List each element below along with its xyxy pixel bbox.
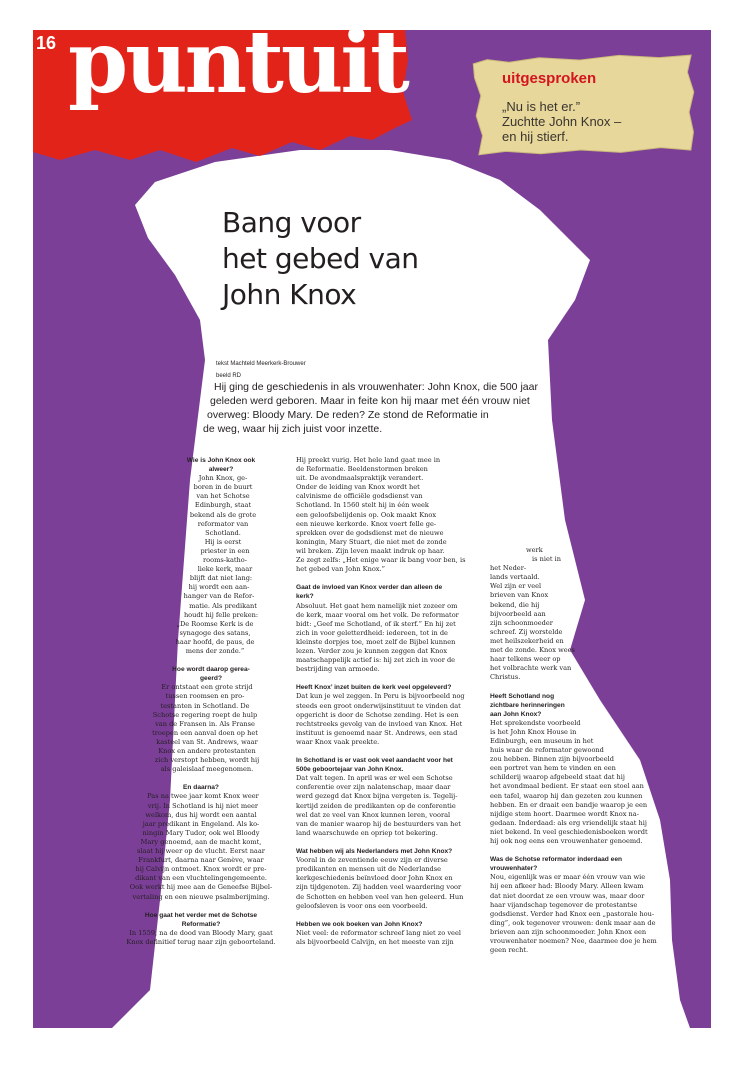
body-text-line: tussen roomsen en pro-: [165, 692, 245, 701]
paragraph-gap: [296, 911, 484, 920]
body-text-line: Christus.: [490, 673, 521, 682]
body-text-line: van het Schotse: [196, 492, 250, 501]
body-text-line: lieke kerk, maar: [197, 565, 253, 574]
body-text-line: vrouwenhater noemen? Nee, daarmee doe je hem: [490, 937, 657, 946]
intro-line: overweg: Bloody Mary. De reden? Ze stond de Reformatie in: [207, 409, 489, 421]
body-text-line: Hij preekt vurig. Het hele land gaat mee in: [296, 456, 441, 464]
body-text-line: bidt: „Geef me Schotland, of ik sterf.” En hij zet: [296, 619, 456, 628]
question-heading-line: En daarna?: [183, 784, 219, 792]
body-text-line: dat niet doordat ze een vrouw was, maar door: [490, 891, 645, 900]
body-text-line: Nou, eigenlijk was er maar één vrouw van wie: [490, 873, 646, 882]
page-number: 16: [36, 33, 57, 53]
body-text-line: als galeislaaf meegenomen.: [160, 765, 254, 774]
body-text-line: mens der zonde.”: [185, 646, 245, 655]
body-text-line: bekend als de grote: [189, 510, 257, 519]
intro-line: de weg, waar hij zich juist voor inzette.: [203, 423, 383, 435]
body-text-line: kertijd zeiden de predikanten op de conferentie: [296, 801, 456, 810]
body-text-line: lands vertaald.: [490, 573, 540, 582]
question-heading-line: Hoe wordt daarop gerea-: [172, 666, 250, 674]
body-text-line: nijdige stem hoort. Daarmee wordt Knox na-: [490, 809, 639, 818]
headline-line: Bang voor: [222, 206, 361, 239]
body-text-line: wil breken. Zijn leven maakt indruk op haar.: [296, 546, 445, 555]
paragraph-gap: [296, 574, 484, 583]
question-heading-line: Hoe gaat het verder met de Schotse: [144, 911, 258, 919]
body-text-line: slaat hij weer op de vlucht. Eerst naar: [137, 847, 265, 856]
body-text-line: In 1559, na de dood van Bloody Mary, gaat: [129, 928, 273, 937]
body-text-line: geloofsleven is voor ons een voorbeeld.: [296, 901, 428, 910]
body-text-line: reformator van: [197, 519, 249, 528]
question-heading-line: Gaat de invloed van Knox verder dan alleen de: [296, 584, 443, 592]
headline-line: John Knox: [222, 278, 357, 311]
body-text-line: brieven aan zijn schoonmoeder. John Knox een: [490, 927, 647, 936]
body-text-line: Schotland.: [205, 528, 241, 537]
headline-line: het gebed van: [222, 242, 419, 275]
question-heading-line: Heeft Knox’ inzet buiten de kerk veel opgeleverd?: [296, 684, 452, 692]
body-text-line: zijn tijdgenoten. Zij hadden veel waardering voor: [296, 883, 462, 892]
article-column-2: [296, 456, 484, 947]
body-text-line: ding”, ook tegenover vrouwen: denk maar aan de: [490, 918, 656, 927]
body-text-line: steeds een groot onderwijsinstituut te vinden dat: [296, 701, 461, 710]
body-text-line: een geloofsbelijdenis op. Ook maakt Knox: [296, 510, 437, 519]
body-text-line: hij wordt een aan-: [188, 583, 250, 592]
body-text-line: het avondmaal bedient. Er staat een stoel aan: [490, 782, 644, 791]
body-text-line: synagoge des satans,: [179, 628, 251, 637]
body-text-line: niet bekend. In veel geschiedenisboeken wordt: [490, 827, 648, 836]
question-heading-line: alweer?: [208, 466, 234, 474]
question-heading-line: kerk?: [296, 593, 314, 601]
body-text-line: haar vijandschap tegenover de protestantse: [490, 900, 638, 909]
body-text-line: huis waar de reformator gewoond: [490, 746, 604, 755]
question-heading-line: Wat hebben wij als Nederlanders met John Knox?: [296, 848, 453, 856]
body-text-line: Edinburgh, een museum in het: [490, 736, 594, 745]
body-text-line: welkom, dus hij wordt een aantal: [145, 810, 257, 819]
question-heading-line: In Schotland is er vast ook veel aandacht voor het: [296, 757, 453, 765]
body-text-line: de kerk, maar vooral om het volk. De reformator: [296, 610, 459, 619]
body-text-line: zijn schoonmoeder: [490, 618, 553, 627]
body-text-line: predikanten en mensen uit de Nederlandse: [296, 865, 442, 874]
body-text-line: Dat valt tegen. In april was er wel een Schotse: [296, 774, 453, 783]
body-text-line: „De Roomse Kerk is de: [176, 619, 254, 628]
body-text-line: rooms-katho-: [203, 556, 247, 565]
body-text-line: gedaan. Inderdaad: als erg vriendelijk staat hij: [490, 818, 647, 827]
article-column-1: [112, 456, 290, 947]
body-text-line: Het sprekendste voorbeeld: [490, 718, 581, 727]
section-title: puntuit: [68, 12, 407, 113]
body-text-line: opgericht is door de Schotse zending. Het is een: [296, 710, 459, 719]
body-text-line: schilderij waarop afgebeeld staat dat hij: [490, 773, 625, 782]
body-text-line: dikant van een vluchtelingengemeente.: [135, 874, 267, 883]
body-text-line: testanten in Schotland. De: [160, 701, 250, 710]
body-text-line: zich verstopt hebben, wordt hij: [154, 756, 260, 765]
body-text-line: de Reformatie. Beeldenstormen breken: [296, 465, 428, 474]
body-text-line: met heilszekerheid en: [490, 636, 564, 645]
body-text-line: is niet in: [532, 555, 561, 564]
body-text-line: Ook werkt hij mee aan de Geneefse Bijbel-: [129, 883, 273, 892]
question-heading-line: Hebben we ook boeken van John Knox?: [296, 920, 423, 928]
body-text-line: Schotse regering roept de hulp: [152, 710, 258, 719]
body-text-line: brieven van Knox: [490, 591, 549, 600]
quote-text: [502, 99, 692, 144]
body-text-line: godsdienst. Verder had Knox een „pastorale hou-: [490, 909, 655, 918]
body-text-line: werk: [526, 546, 543, 554]
body-text-line: bekend, die hij: [490, 600, 540, 609]
body-text-line: Niet veel: de reformator schreef lang niet zo veel: [296, 928, 461, 937]
body-text-line: waar Knox vaak preekte.: [296, 737, 380, 746]
body-text-line: priester in een: [200, 546, 250, 555]
body-text-line: een portret van hem te vinden en een: [490, 764, 616, 773]
body-text-line: houdt hij felle preken:: [183, 610, 259, 619]
body-text-line: vertaling en een nieuwe psalmberijming.: [132, 892, 270, 901]
body-text-line: het volbrachte werk van: [490, 664, 572, 673]
body-text-line: haar telkens weer op: [490, 655, 561, 664]
body-text-line: Knox definitief terug naar zijn geboorteland.: [126, 937, 276, 946]
question-heading-line: geerd?: [200, 675, 222, 683]
body-text-line: lezen. Verder zou je kunnen zeggen dat Knox: [296, 646, 448, 655]
body-text-line: maatschappelijk actief is: hij zet zich in voor de: [296, 656, 456, 665]
body-text-line: van de Fransen in. Als Franse: [155, 719, 255, 728]
body-text-line: Pas na twee jaar komt Knox weer: [147, 792, 259, 801]
body-text-line: blijft dat niet lang:: [189, 574, 253, 583]
body-text-line: ningin Mary Tudor, ook wel Bloody: [142, 828, 260, 837]
headline: [222, 205, 522, 313]
question-heading-line: aan John Knox?: [490, 710, 542, 718]
body-text-line: geen recht.: [490, 946, 529, 955]
paragraph-gap: [490, 682, 678, 691]
body-text-line: Mary genoemd, aan de macht komt,: [140, 837, 262, 846]
paragraph-gap: [112, 656, 290, 665]
body-text-line: Absoluut. Het gaat hem namelijk niet zozeer om: [296, 601, 458, 610]
body-text-line: troepen een aanval doen op het: [152, 728, 258, 737]
paragraph-gap: [296, 747, 484, 756]
byline-author: tekst Machteld Meerkerk-Brouwer: [216, 361, 306, 367]
body-text-line: Ze zegt zelfs: „Het enige waar ik bang voor ben, is: [296, 556, 466, 565]
body-text-line: van de manier waarop hij de bestuurders van het: [296, 819, 461, 828]
intro-line: Hij ging de geschiedenis in als vrouwenhater: John Knox, die 500 jaar: [214, 381, 538, 393]
body-text-line: Vooral in de zeventiende eeuw zijn er diverse: [296, 856, 448, 865]
quote-line: Zuchtte John Knox –: [502, 114, 622, 129]
body-text-line: Hij is eerst: [204, 537, 242, 546]
body-text-line: zou hebben. Binnen zijn bijvoorbeeld: [490, 755, 614, 764]
body-text-line: kerkgeschiedenis beïnvloed door John Knox en: [296, 874, 453, 883]
body-text-line: uit. De avondmaalspraktijk verandert.: [296, 474, 424, 483]
body-text-line: de Schotten en hebben veel van hen geleerd. Hun: [296, 892, 464, 901]
body-text-line: jaar predikant in Engeland. Als ko-: [142, 819, 260, 828]
body-text-line: kasteel van St. Andrews, waar: [156, 737, 258, 746]
body-text-line: het Neder-: [490, 564, 527, 573]
question-heading-line: Was de Schotse reformator inderdaad een: [490, 856, 623, 864]
body-text-line: met de zonde. Knox wees: [490, 646, 575, 655]
body-text-line: wel dat ze veel van Knox kunnen leren, vooral: [296, 810, 451, 819]
body-text-line: het gebed van John Knox.”: [296, 565, 385, 574]
question-heading-line: 500e geboortejaar van John Knox.: [296, 766, 404, 774]
byline-image-credit: beeld RD: [216, 373, 242, 379]
body-text-line: hij een afkeer had: Bloody Mary. Alleen kwam: [490, 882, 644, 891]
body-text-line: hij Calvijn ontmoet. Knox wordt er pre-: [135, 865, 267, 874]
body-text-line: rechtstreeks gevolg van de invloed van Knox. Het: [296, 719, 463, 728]
body-text-line: Wel zijn er veel: [490, 582, 542, 591]
body-text-line: Onder de leiding van Knox wordt het: [296, 483, 420, 492]
question-heading-line: zichtbare herinneringen: [490, 701, 565, 709]
body-text-line: Dat kun je wel zeggen. In Peru is bijvoorbeeld nog: [296, 692, 465, 701]
body-text-line: schreef. Zij worstelde: [490, 627, 563, 636]
question-heading-line: vrouwenhater?: [490, 865, 538, 873]
article-column-3: [490, 546, 678, 955]
body-text-line: instituut is genoemd naar St. Andrews, een stad: [296, 728, 458, 737]
body-text-line: Schotland. In 1560 stelt hij in één week: [296, 501, 429, 510]
intro-line: geleden werd geboren. Maar in feite kon hij maar met één vrouw niet: [210, 395, 530, 407]
question-heading-line: Wie is John Knox ook: [186, 457, 256, 464]
question-heading-line: Reformatie?: [181, 920, 221, 928]
body-text-line: hij ook nog eens een vrouwenhater genoemd.: [490, 837, 643, 845]
question-heading-line: Heeft Schotland nog: [490, 692, 555, 700]
body-text-line: hebben. En er draait een bandje waarop je een: [490, 800, 648, 809]
paragraph-gap: [112, 902, 290, 911]
body-text-line: bijvoorbeeld aan: [490, 609, 546, 618]
quote-label: uitgesproken: [502, 70, 597, 87]
body-text-line: zich in voor geletterdheid: iedereen, tot in de: [296, 628, 448, 637]
paragraph-gap: [296, 838, 484, 847]
body-text-line: kleinste dorpjes toe, moet zelf de Bijbel kunnen: [296, 637, 456, 646]
quote-line: en hij stierf.: [502, 129, 569, 144]
body-text-line: matie. Als predikant: [189, 601, 257, 610]
paragraph-gap: [490, 846, 678, 855]
body-text-line: Er ontstaat een grote strijd: [161, 683, 253, 692]
body-text-line: haar hoofd, de paus, de: [175, 637, 255, 646]
body-text-line: bestrijding van armoede.: [296, 665, 380, 674]
body-text-line: Frankfurt, daarna naar Genève, waar: [138, 856, 264, 865]
body-text-line: calvinisme de officiële godsdienst van: [296, 492, 423, 501]
paragraph-gap: [112, 774, 290, 783]
body-text-line: conferentie over zijn nalatenschap, maar daar: [296, 783, 451, 792]
body-text-line: werd gezegd dat Knox bijna vergeten is. Tegelij-: [296, 792, 458, 801]
body-text-line: een nieuwe kerkorde. Knox voert felle ge-: [296, 519, 437, 528]
body-text-line: hanger van de Refor-: [183, 592, 255, 601]
body-text-line: een tafel, waarop hij dan gezeten zou kunnen: [490, 791, 643, 800]
body-text-line: sprekken over de godsdienst met de nieuwe: [296, 528, 444, 537]
quote-line: „Nu is het er.”: [502, 99, 581, 114]
body-text-line: land waarschuwde en opriep tot bekering.: [296, 828, 438, 837]
paragraph-gap: [296, 674, 484, 683]
body-text-line: Knox en andere protestanten: [158, 747, 256, 755]
body-text-line: koningin, Mary Stuart, die niet met de zonde: [296, 537, 447, 546]
body-text-line: John Knox, ge-: [198, 474, 248, 483]
byline: [216, 358, 306, 382]
body-text-line: als bijvoorbeeld Calvijn, en het meeste van zijn: [296, 937, 454, 946]
body-text-line: is het John Knox House in: [490, 727, 577, 736]
body-text-line: boren in de buurt: [193, 483, 253, 492]
body-text-line: Edinburgh, staat: [194, 501, 252, 510]
body-text-line: vrij. In Schotland is hij niet meer: [147, 801, 259, 810]
